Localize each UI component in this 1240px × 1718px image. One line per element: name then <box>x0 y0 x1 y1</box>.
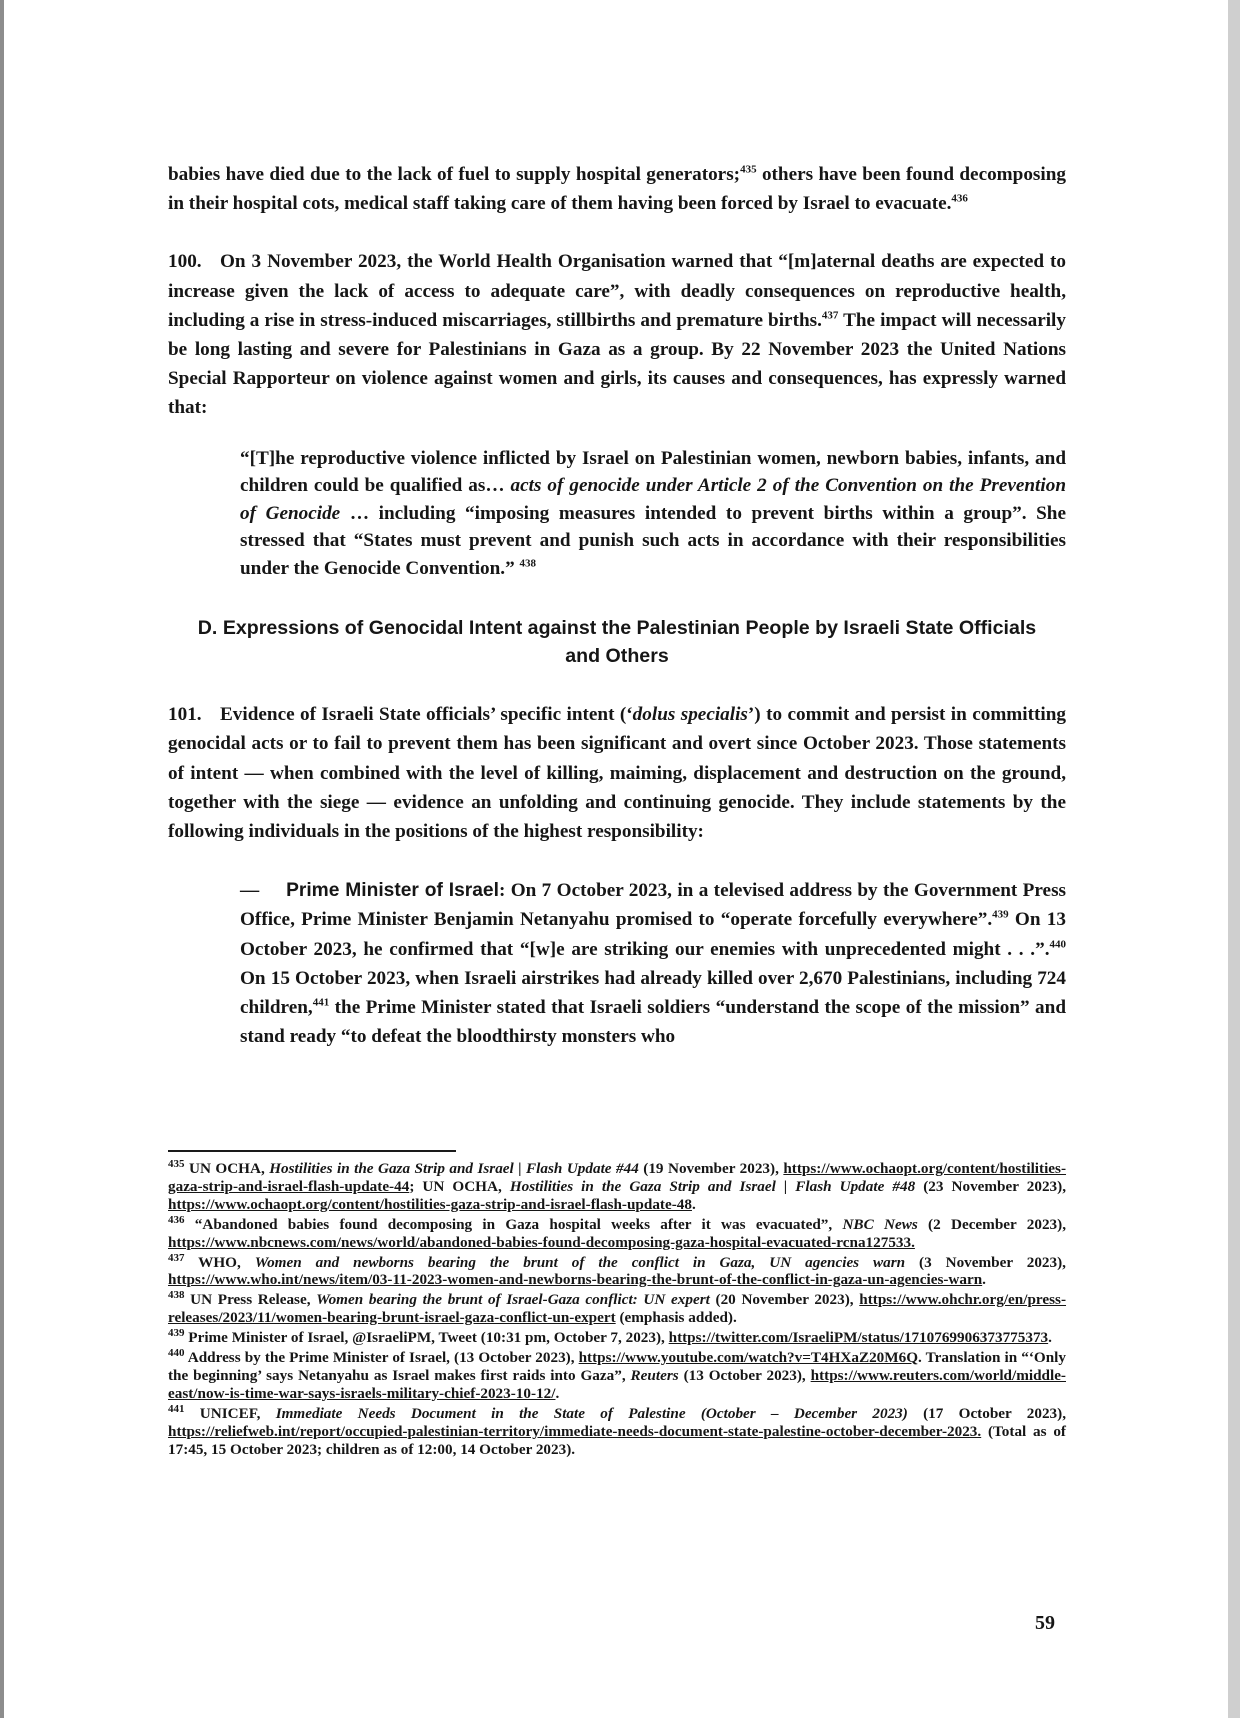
scan-left-edge <box>0 0 4 1718</box>
footnote-435: $^{435}$ UN OCHA, Hostilities in the Gaza Strip and Israel | Flash Update #44 (19 November 2023), https://www.ochaopt.org/content/hostilities-gaza-strip-and-israel-flash-update-44; UN OCHA, Hostilities in the Gaza Strip and Israel | Flash Update #48 (23 November 2023), https://www.ochaopt.org/content/hostilities-gaza-strip-and-israel-flash-update-48. <box>168 1157 1067 1213</box>
bullet-prime-minister: — Prime Minister of Israel: On 7 October 2023, in a televised address by the Government Press Office, Prime Minister Benjamin Netanyahu promised to “operate forcefully everywhere”.$^{439}$ On 13 October 2023, he confirmed that “[w]e are striking our enemies with unprecedented might . . .”.$^{440}$ On 15 October 2023, when Israeli airstrikes had already killed over 2,670 Palestinians, including 724 children,$^{441}$ the Prime Minister stated that Israeli soldiers “understand the scope of the mission” and stand ready “to defeat the bloodthirsty monsters who <box>240 880 1067 1048</box>
footnote-439: $^{439}$ Prime Minister of Israel, @IsraeliPM, Tweet (10:31 pm, October 7, 2023), https://twitter.com/IsraeliPM/status/1710769906373775373. <box>168 1327 1052 1347</box>
footnote-ref[interactable]: 440 <box>1049 938 1066 951</box>
section-heading: D. Expressions of Genocidal Intent against the Palestinian People by Israeli State Officials and Others <box>197 617 1037 668</box>
footnote-436: $^{436}$ “Abandoned babies found decomposing in Gaza hospital weeks after it was evacuated”, NBC News (2 December 2023), https://www.nbcnews.com/news/world/abandoned-babies-found-decomposing-gaza-hospital-evacuated-rcna127533. <box>168 1213 1067 1251</box>
bullet-title: Prime Minister of Israel <box>286 880 499 902</box>
paragraph-101: 101. Evidence of Israeli State officials’ specific intent (‘dolus specialis’) to commit and persist in committing genocidal acts or to fail to prevent them has been significant and overt since October 2023. Those statements of intent — when combined with the level of killing, maiming, displacement and destruction on the ground, together with the siege — evidence an unfolding and continuing genocide. They include statements by the following individuals in the positions of the highest responsibility: <box>168 700 1066 846</box>
footnote-441: $^{441}$ UNICEF, Immediate Needs Document in the State of Palestine (October – December 2023) (17 October 2023), https://reliefweb.int/report/occupied-palestinian-territory/immediate-needs-document-state-palestine-october-december-2023. (Total as of 17:45, 15 October 2023; children as of 12:00, 14 October 2023). <box>168 1402 1066 1458</box>
footnote-separator <box>168 1150 456 1152</box>
footnote-440: $^{440}$ Address by the Prime Minister of Israel, (13 October 2023), https://www.youtube.com/watch?v=T4HXaZ20M6Q. Translation in “‘Only the beginning’ says Netanyahu as Israel makes first raids into Gaza”, Reuters (13 October 2023), https://www.reuters.com/world/middle-east/now-is-time-war-says-israels-military-chief-2023-10-12/. <box>168 1347 1066 1402</box>
footnote-link[interactable]: https://reliefweb.int/report/occupied-palestinian-territory/immediate-needs-document-state-palestine-october-december-2023. <box>168 1422 982 1440</box>
footnote-link[interactable]: https://www.youtube.com/watch?v=T4HXaZ20M6Q <box>578 1349 919 1367</box>
paragraph-number: 101. <box>168 704 202 726</box>
footnote-link[interactable]: https://www.reuters.com/world/middle-east/now-is-time-war-says-israels-military-chief-2023-10-12/ <box>168 1366 1066 1402</box>
footnotes <box>168 1157 1067 1461</box>
footnote-ref[interactable]: 441 <box>312 996 330 1009</box>
footnote-link[interactable]: https://twitter.com/IsraeliPM/status/1710769906373775373 <box>668 1329 1049 1347</box>
body-text <box>168 160 1066 1051</box>
paragraph-number: 100. <box>168 251 202 273</box>
page-number: 59 <box>1035 1612 1055 1634</box>
paragraph-100: 100. On 3 November 2023, the World Health Organisation warned that “[m]aternal deaths are expected to increase given the lack of access to adequate care”, with deadly consequences on reproductive health, including a rise in stress-induced miscarriages, stillbirths and premature births.$^{437}$ The impact will necessarily be long lasting and severe for Palestinians in Gaza as a group. By 22 November 2023 the United Nations Special Rapporteur on violence against women and girls, its causes and consequences, has expressly warned that: <box>168 247 1066 422</box>
footnote-link[interactable]: https://www.ochaopt.org/content/hostilities-gaza-strip-and-israel-flash-update-48 <box>168 1195 692 1213</box>
footnote-link[interactable]: https://www.ochaopt.org/content/hostilities-gaza-strip-and-israel-flash-update-44 <box>168 1160 1067 1195</box>
footnote-ref[interactable]: 436 <box>951 192 968 205</box>
footnote-437: $^{437}$ WHO, Women and newborns bearing the brunt of the conflict in Gaza, UN agencies warn (3 November 2023), https://www.who.int/news/item/03-11-2023-women-and-newborns-bearing-the-brunt-of-the-conflict-in-gaza-un-agencies-warn. <box>168 1251 1066 1289</box>
footnote-link[interactable]: https://www.ohchr.org/en/press-releases/2023/11/women-bearing-brunt-israel-gaza-conflict-un-expert <box>168 1291 1067 1327</box>
footnote-ref[interactable]: 435 <box>740 163 757 176</box>
footnote-link[interactable]: https://www.nbcnews.com/news/world/abandoned-babies-found-decomposing-gaza-hospital-evacuated-rcna127533. <box>168 1233 915 1251</box>
footnote-438: $^{438}$ UN Press Release, Women bearing the brunt of Israel-Gaza conflict: UN expert (20 November 2023), https://www.ohchr.org/en/press-releases/2023/11/women-bearing-brunt-israel-gaza-conflict-un-expert (emphasis added). <box>168 1289 1067 1327</box>
paragraph-continuation: babies have died due to the lack of fuel to supply hospital generators;$^{435}$ others have been found decomposing in their hospital cots, medical staff taking care of them having been forced by Israel to evacuate.$^{436}$ <box>168 163 1066 215</box>
footnote-ref[interactable]: 438 <box>519 557 536 570</box>
block-quote: “[T]he reproductive violence inflicted by Israel on Palestinian women, newborn babies, infants, and children could be qualified as… acts of genocide under Article 2 of the Convention on the Prevention of Genocide … including “imposing measures intended to prevent births within a group”. She stressed that “States must prevent and punish such acts in accordance with their responsibilities under the Genocide Convention.” $^{438}$ <box>240 447 1066 579</box>
scan-right-edge <box>1228 0 1240 1718</box>
footnote-link[interactable]: https://www.who.int/news/item/03-11-2023-women-and-newborns-bearing-the-brunt-of-the-conflict-in-gaza-un-agencies-warn <box>168 1271 983 1289</box>
bullet-dash: — <box>240 880 260 902</box>
footnote-ref[interactable]: 437 <box>821 309 839 322</box>
footnote-ref[interactable]: 439 <box>992 908 1009 921</box>
